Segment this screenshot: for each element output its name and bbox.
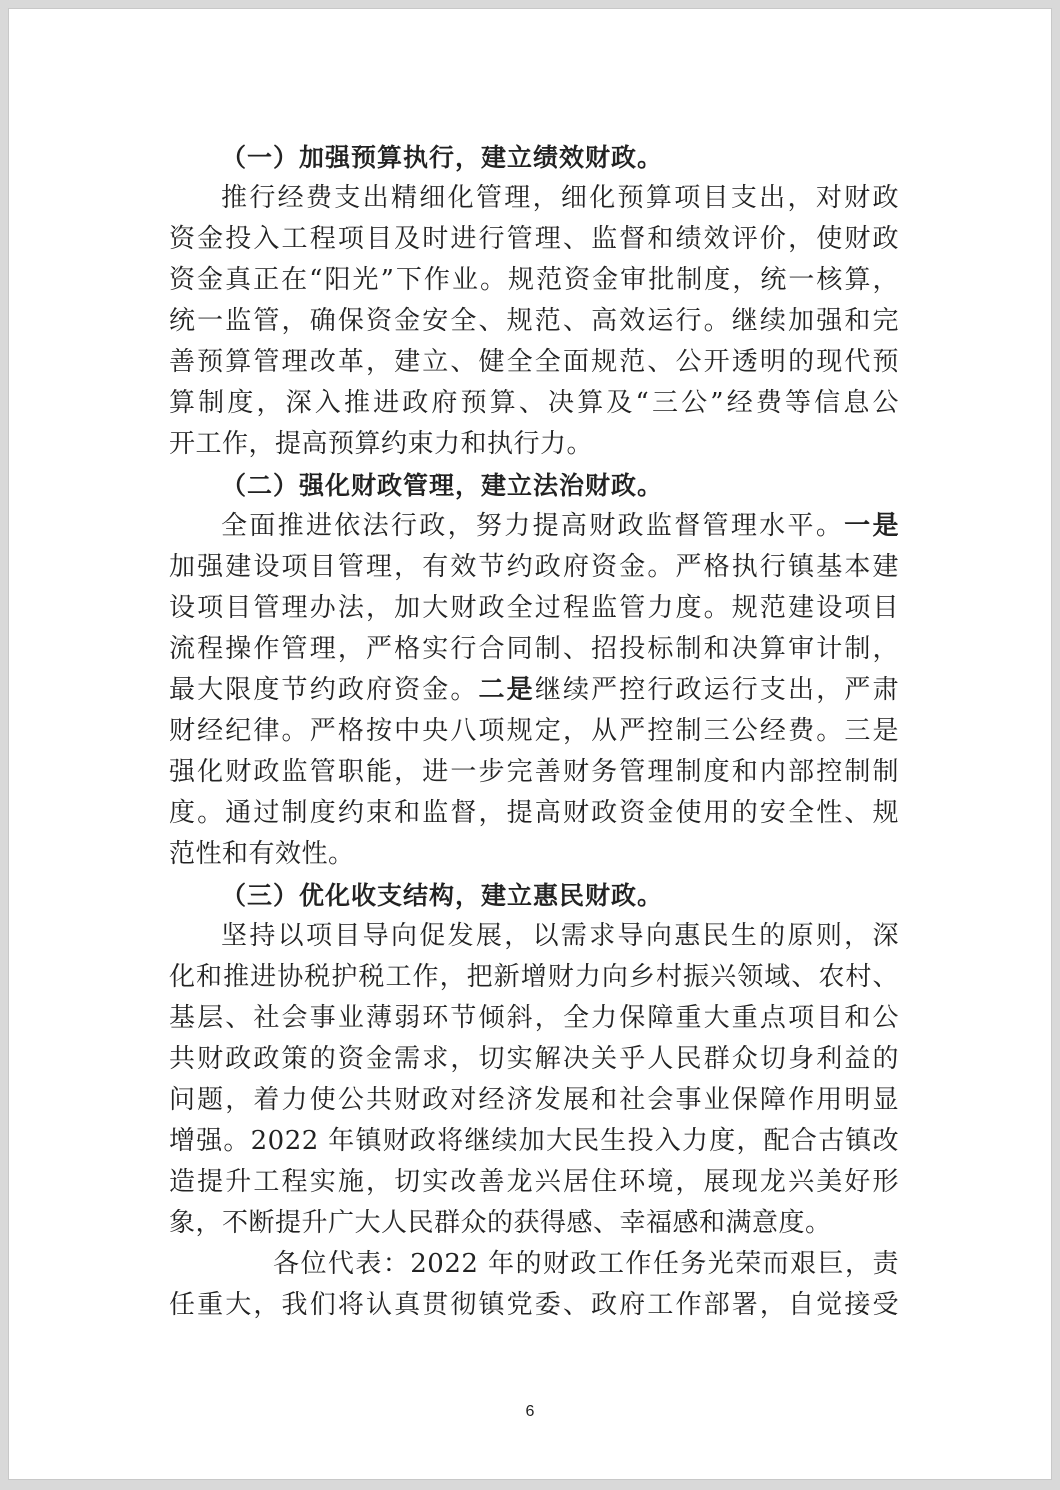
- paragraph-line: 坚持以项目导向促发展，以需求导向惠民生的原则，深: [221, 921, 899, 951]
- paragraph-line: 善预算管理改革，建立、健全全面规范、公开透明的现代预: [169, 347, 899, 377]
- closing-line: 任重大，我们将认真贯彻镇党委、政府工作部署，自觉接受: [169, 1290, 899, 1320]
- paragraph-line: 推行经费支出精细化管理，细化预算项目支出，对财政: [221, 183, 899, 213]
- paragraph-line: 共财政政策的资金需求，切实解决关乎人民群众切身利益的: [169, 1044, 899, 1074]
- document-page: [8, 8, 1052, 1480]
- section-heading-2: （二）强化财政管理，建立法治财政。: [221, 471, 664, 500]
- paragraph-line: 统一监管，确保资金安全、规范、高效运行。继续加强和完: [169, 306, 899, 336]
- section-heading-3: （三）优化收支结构，建立惠民财政。: [221, 881, 664, 910]
- paragraph-line: [169, 506, 899, 547]
- paragraph-line: 造提升工程实施，切实改善龙兴居住环境，展现龙兴美好形: [169, 1167, 899, 1197]
- paragraph-line: 基层、社会事业薄弱环节倾斜，全力保障重大重点项目和公: [169, 1003, 899, 1033]
- paragraph-line: 资金投入工程项目及时进行管理、监督和绩效评价，使财政: [169, 224, 899, 254]
- paragraph-line: 问题，着力使公共财政对经济发展和社会事业保障作用明显: [169, 1085, 899, 1115]
- document-body: [169, 137, 899, 1326]
- paragraph-text: 继续严控行政运行支出，严肃: [534, 675, 899, 705]
- section-heading-1: （一）加强预算执行，建立绩效财政。: [221, 143, 664, 172]
- paragraph-line: 化和推进协税护税工作，把新增财力向乡村振兴领域、农村、: [169, 962, 899, 992]
- paragraph-line: 加强建设项目管理，有效节约政府资金。严格执行镇基本建: [169, 552, 899, 582]
- paragraph-line: 资金真正在“阳光”下作业。规范资金审批制度，统一核算，: [169, 265, 899, 295]
- paragraph-line: [169, 670, 899, 711]
- emphasis-text: 二是: [478, 675, 535, 705]
- paragraph-line: 设项目管理办法，加大财政全过程监管力度。规范建设项目: [169, 593, 899, 623]
- paragraph-line: 财经纪律。严格按中央八项规定，从严控制三公经费。三是: [169, 716, 899, 746]
- paragraph-line: 象，不断提升广大人民群众的获得感、幸福感和满意度。: [169, 1208, 832, 1238]
- paragraph-line: 算制度，深入推进政府预算、决算及“三公”经费等信息公: [169, 388, 899, 418]
- closing-line: 各位代表：2022 年的财政工作任务光荣而艰巨，责: [273, 1249, 899, 1279]
- paragraph-line: 流程操作管理，严格实行合同制、招投标制和决算审计制，: [169, 634, 899, 664]
- paragraph-line: 范性和有效性。: [169, 839, 355, 869]
- paragraph-line: 强化财政监管职能，进一步完善财务管理制度和内部控制制: [169, 757, 899, 787]
- paragraph-text: 全面推进依法行政，努力提高财政监督管理水平。: [221, 511, 845, 541]
- paragraph-line: 度。通过制度约束和监督，提高财政资金使用的安全性、规: [169, 798, 899, 828]
- paragraph-text: 最大限度节约政府资金。: [169, 675, 479, 705]
- emphasis-text: 一是: [844, 511, 899, 541]
- page-number: 6: [525, 1403, 535, 1420]
- paragraph-line: 增强。2022 年镇财政将继续加大民生投入力度，配合古镇改: [169, 1126, 899, 1156]
- paragraph-line: 开工作，提高预算约束力和执行力。: [169, 429, 594, 459]
